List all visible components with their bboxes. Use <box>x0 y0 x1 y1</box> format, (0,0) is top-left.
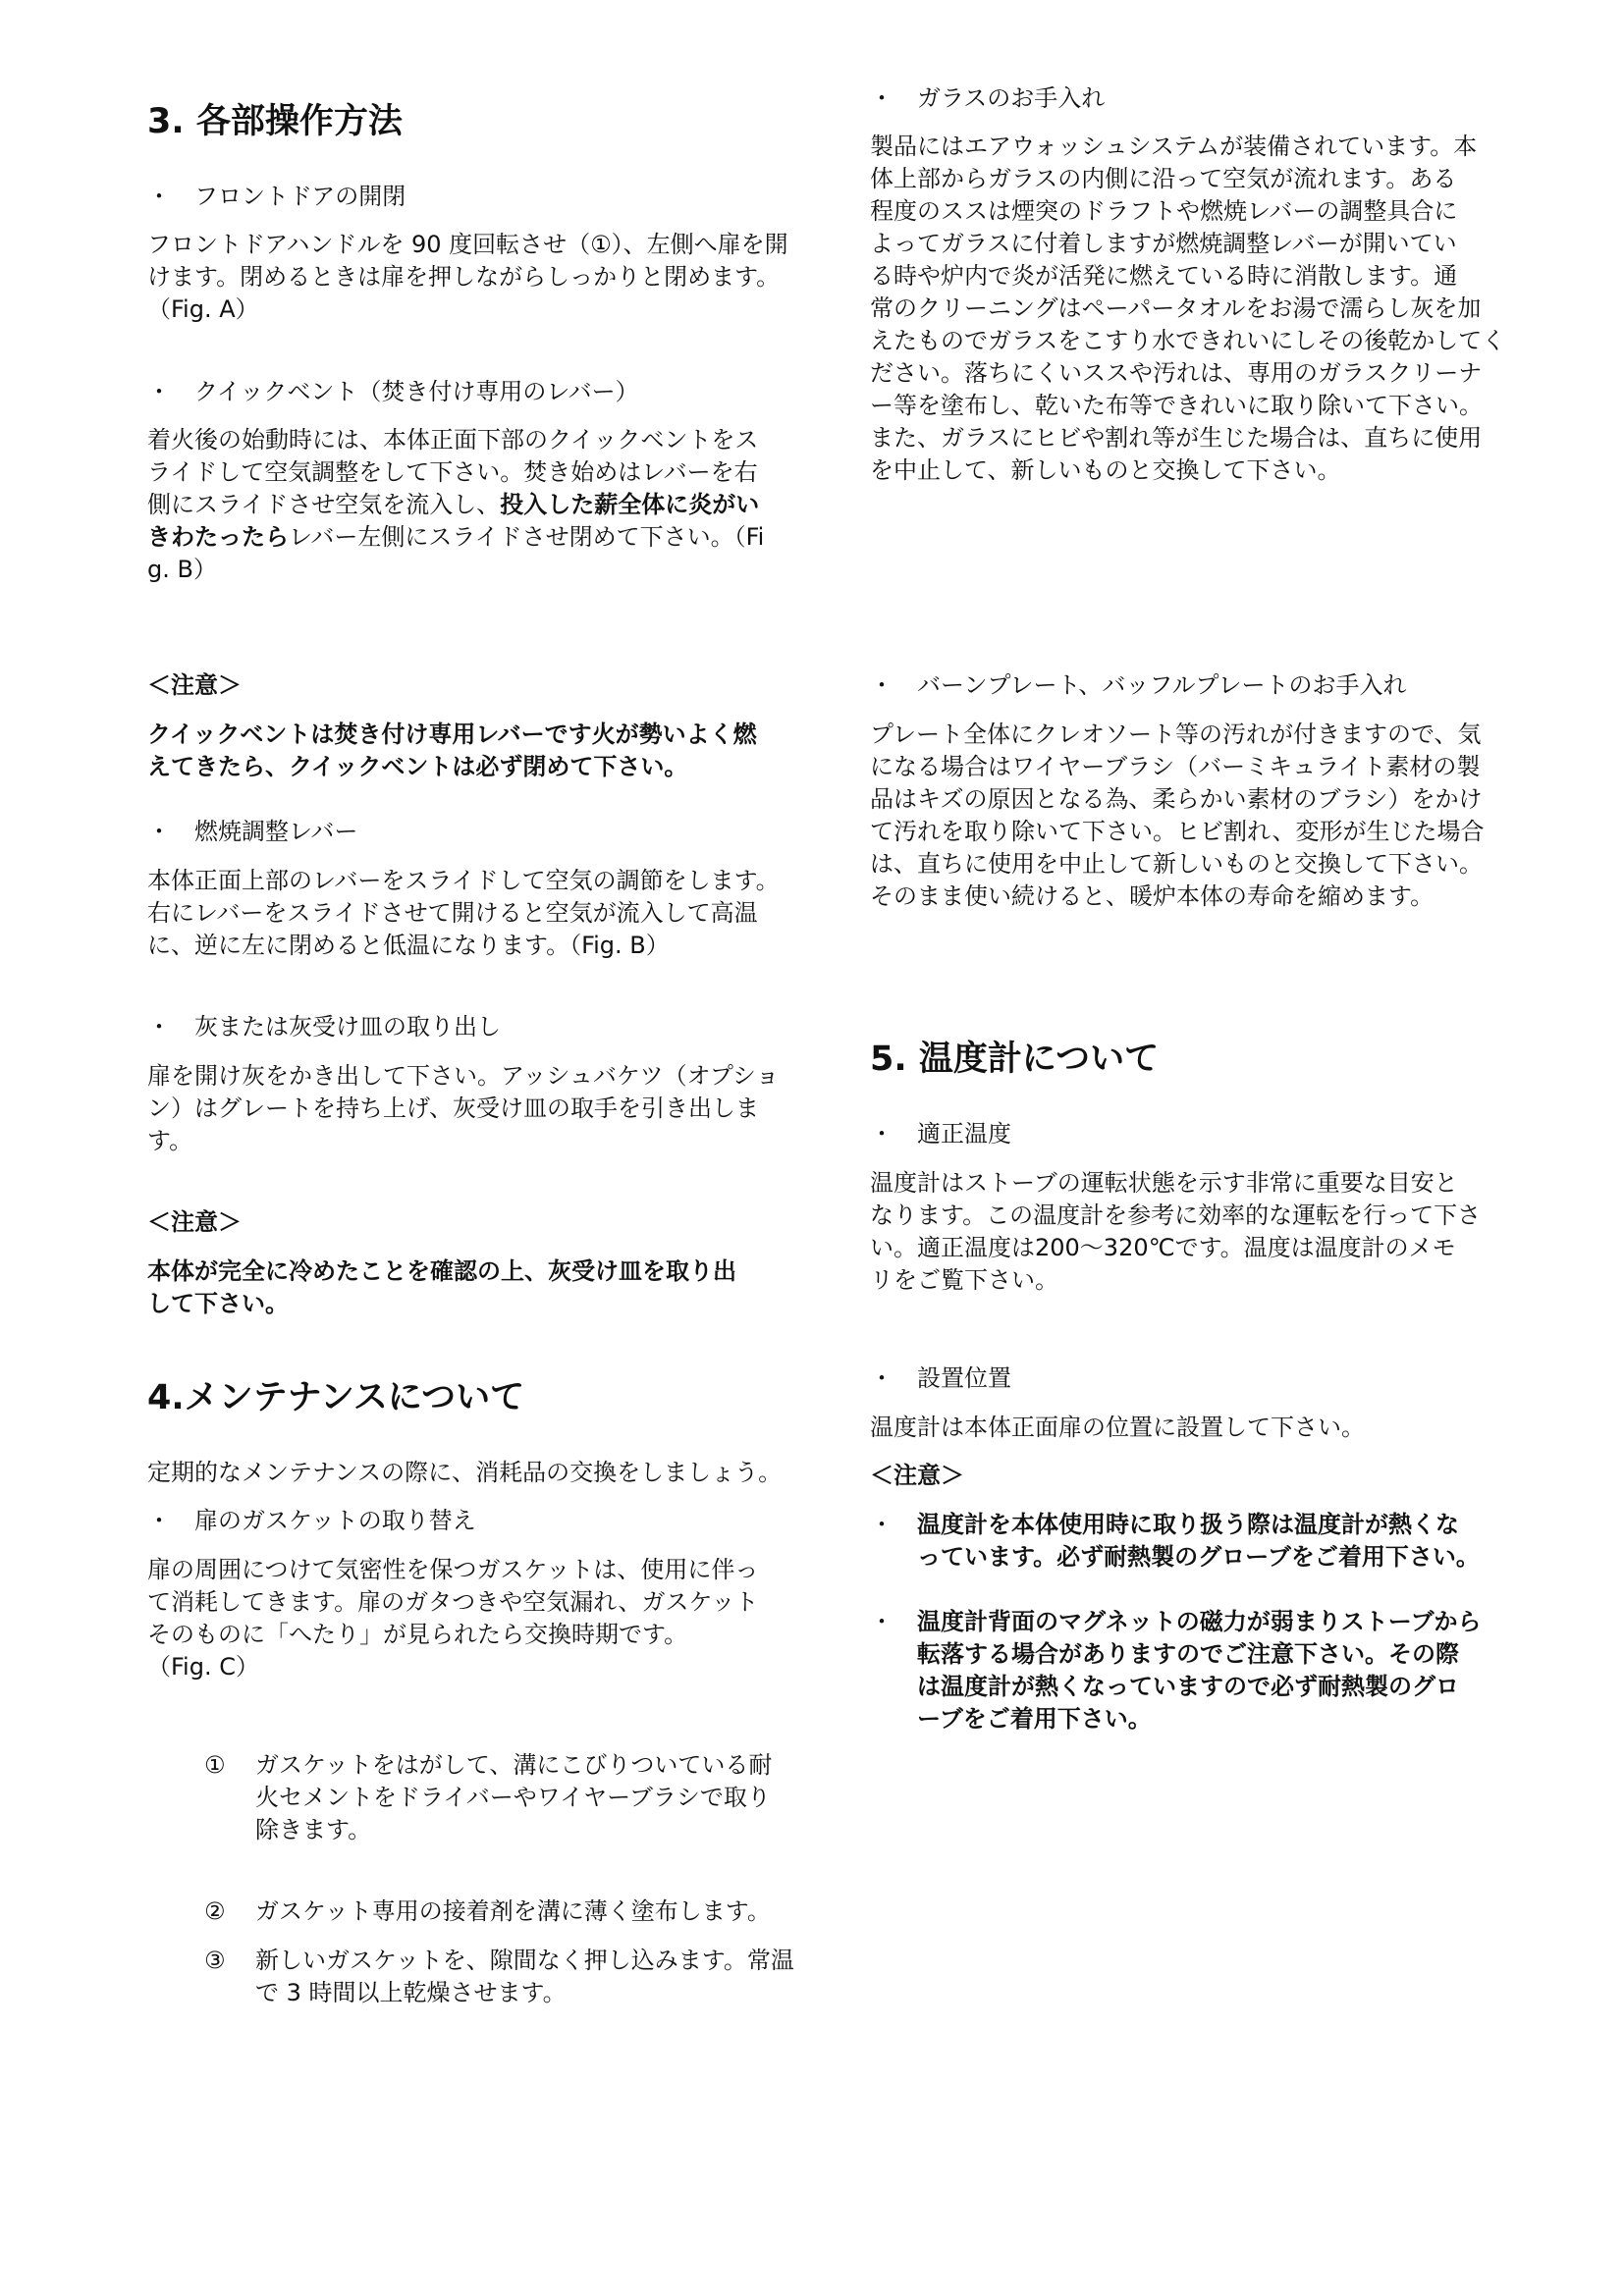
note-heading-1: ＜注意＞ <box>147 671 242 699</box>
para-gasket: 扉の周囲につけて気密性を保つガスケットは、使用に伴っ て消耗してきます。扉のガタつきや空気漏れ、ガスケット そのものに「へたり」が見られたら交換時期です。 （Fig. C） <box>147 1556 759 1681</box>
bullet-front-door: ・ フロントドアの開閉 <box>147 181 825 213</box>
bullet-mark: ・ <box>870 1364 893 1392</box>
step-text: ガスケットをはがして、溝にこびりついている耐 火セメントをドライバーやワイヤーブラシで取り 除きます。 <box>255 1751 773 1843</box>
note-heading-3: ＜注意＞ <box>870 1462 964 1489</box>
bullet-mark: ・ <box>147 378 171 405</box>
bullet-proper-temp: ・ 適正温度 <box>870 1118 1538 1150</box>
section-3-title: 3. 各部操作方法 <box>147 102 403 141</box>
step-number: ② <box>204 1897 226 1925</box>
bullet-ash-pan: ・ 灰または灰受け皿の取り出し <box>147 1011 825 1043</box>
bullet-mark: ・ <box>147 183 171 210</box>
bullet-mark: ・ <box>870 671 893 699</box>
step-text: ガスケット専用の接着剤を溝に薄く塗布します。 <box>255 1897 771 1925</box>
bullet-gasket: ・ 扉のガスケットの取り替え <box>147 1505 825 1537</box>
para-install-position: 温度計は本体正面扉の位置に設置して下さい。 <box>870 1414 1365 1441</box>
para-combustion-lever: 本体正面上部のレバーをスライドして空気の調節をします。 右にレバーをスライドさせて開けると空気が流入して高温 に、逆に左に閉めると低温になります。（Fig. B） <box>147 867 780 959</box>
section-4-title: 4.メンテナンスについて <box>147 1378 525 1417</box>
step-number: ③ <box>204 1947 226 1974</box>
para-quick-vent: 着火後の始動時には、本体正面下部のクイックベントをス ライドして空気調整をして下さい。焚き始めはレバーを右 側にスライドさせ空気を流入し、投入した薪全体に炎がい きわたったらレバー左側にスライドさせ閉めて下さい。（Fi g. B） <box>147 426 765 583</box>
section-5-title: 5. 温度計について <box>870 1040 1160 1079</box>
bullet-mark: ・ <box>147 1507 171 1534</box>
bullet-glass-care: ・ ガラスのお手入れ <box>870 82 1538 115</box>
bullet-mark: ・ <box>870 1608 893 1635</box>
bullet-mark: ・ <box>147 818 171 845</box>
bullet-mark: ・ <box>147 1013 171 1041</box>
bullet-combustion-lever: ・ 燃焼調整レバー <box>147 816 825 848</box>
bullet-mark: ・ <box>870 84 893 112</box>
para-proper-temp: 温度計はストーブの運転状態を示す非常に重要な目安と なります。この温度計を参考に効率的な運転を行って下さ い。適正温度は200～320℃です。温度は温度計のメモ リをご覧下さい。 <box>870 1169 1482 1294</box>
para-ash-pan: 扉を開け灰をかき出して下さい。アッシュバケツ（オプショ ン）はグレートを持ち上げ、灰受け皿の取手を引き出しま す。 <box>147 1062 780 1154</box>
step-number: ① <box>204 1751 226 1779</box>
para-glass-care: 製品にはエアウォッシュシステムが装備されています。本 体上部からガラスの内側に沿って空気が流れます。ある 程度のススは煙突のドラフトや燃焼レバーの調整具合に よってガラスに付着しますが燃焼調整レバーが開いてい る時や炉内で炎が活発に燃えている時に消散します。通 常のクリーニングはペーパータオルをお湯で濡らし灰を加 えたものでガラスをこすり水できれいにしその後乾かしてく ださい。落ちにくいススや汚れは、専用のガラスクリーナ ー等を塗布し、乾いた布等できれいに取り除いて下さい。 また、ガラスにヒビや割れ等が生じた場合は、直ちに使用 を中止して、新しいものと交換して下さい。 <box>870 133 1506 484</box>
para-maintenance-intro: 定期的なメンテナンスの際に、消耗品の交換をしましょう。 <box>147 1459 783 1486</box>
para-front-door: フロントドアハンドルを 90 度回転させ（①）、左側へ扉を開 けます。閉めるときは扉を押しながらしっかりと閉めます。 （Fig. A） <box>147 231 788 323</box>
warning-quick-vent: クイックベントは焚き付け専用レバーです火が勢いよく燃 えてきたら、クイックベントは必ず閉めて下さい。 <box>147 721 757 780</box>
bullet-quick-vent: ・ クイックベント（焚き付け専用のレバー） <box>147 376 825 408</box>
para-plate-care: プレート全体にクレオソート等の汚れが付きますので、気 になる場合はワイヤーブラシ（バーミキュライト素材の製 品はキズの原因となる為、柔らかい素材のブラシ）をかけ て汚れを取り除いて下さい。ヒビ割れ、変形が生じた場合 は、直ちに使用を中止して新しいものと交換して下さい。 そのまま使い続けると、暖炉本体の寿命を縮めます。 <box>870 721 1485 910</box>
note-heading-2: ＜注意＞ <box>147 1208 242 1236</box>
bullet-install-position: ・ 設置位置 <box>870 1362 1538 1395</box>
bullet-plate-care: ・ バーンプレート、バッフルプレートのお手入れ <box>870 669 1538 702</box>
bullet-mark: ・ <box>870 1511 893 1538</box>
bullet-mark: ・ <box>870 1120 893 1148</box>
warning-ash-pan: 本体が完全に冷めたことを確認の上、灰受け皿を取り出 して下さい。 <box>147 1257 736 1317</box>
step-text: 新しいガスケットを、隙間なく押し込みます。常温 で 3 時間以上乾燥させます。 <box>255 1947 794 2006</box>
